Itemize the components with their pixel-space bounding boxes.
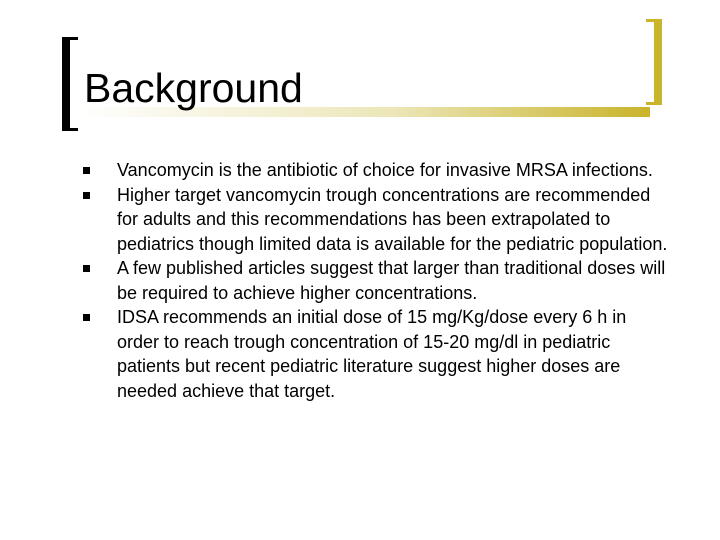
left-bracket-bottom <box>62 128 78 131</box>
bullet-item <box>80 158 670 183</box>
bullet-text: IDSA recommends an initial dose of 15 mg/Kg/dose every 6 h in order to reach trough concentration of 15-20 mg/dl in pediatric patients but recent pediatric literature suggest higher doses are needed achieve that target. <box>117 307 627 401</box>
slide-title: Background <box>84 65 303 111</box>
bullet-text: A few published articles suggest that larger than traditional doses will be required to achieve higher concentrations. <box>117 258 666 303</box>
right-bracket-bar <box>654 19 662 105</box>
square-bullet-icon <box>83 192 90 199</box>
square-bullet-icon <box>83 314 90 321</box>
right-bracket-bottom <box>646 102 662 105</box>
left-bracket-bar <box>62 37 70 131</box>
bullet-list <box>80 158 670 403</box>
square-bullet-icon <box>83 167 90 174</box>
right-bracket-top <box>646 19 662 22</box>
bullet-text: Higher target vancomycin trough concentrations are recommended for adults and this recommendations has been extrapolated to pediatrics though limited data is available for the pediatric population. <box>117 184 668 254</box>
bullet-item <box>80 183 670 257</box>
bullet-text: Vancomycin is the antibiotic of choice for invasive MRSA infections. <box>117 160 653 180</box>
left-bracket-top <box>62 37 78 40</box>
square-bullet-icon <box>83 265 90 272</box>
bullet-item <box>80 256 670 305</box>
bullet-item <box>80 305 670 403</box>
